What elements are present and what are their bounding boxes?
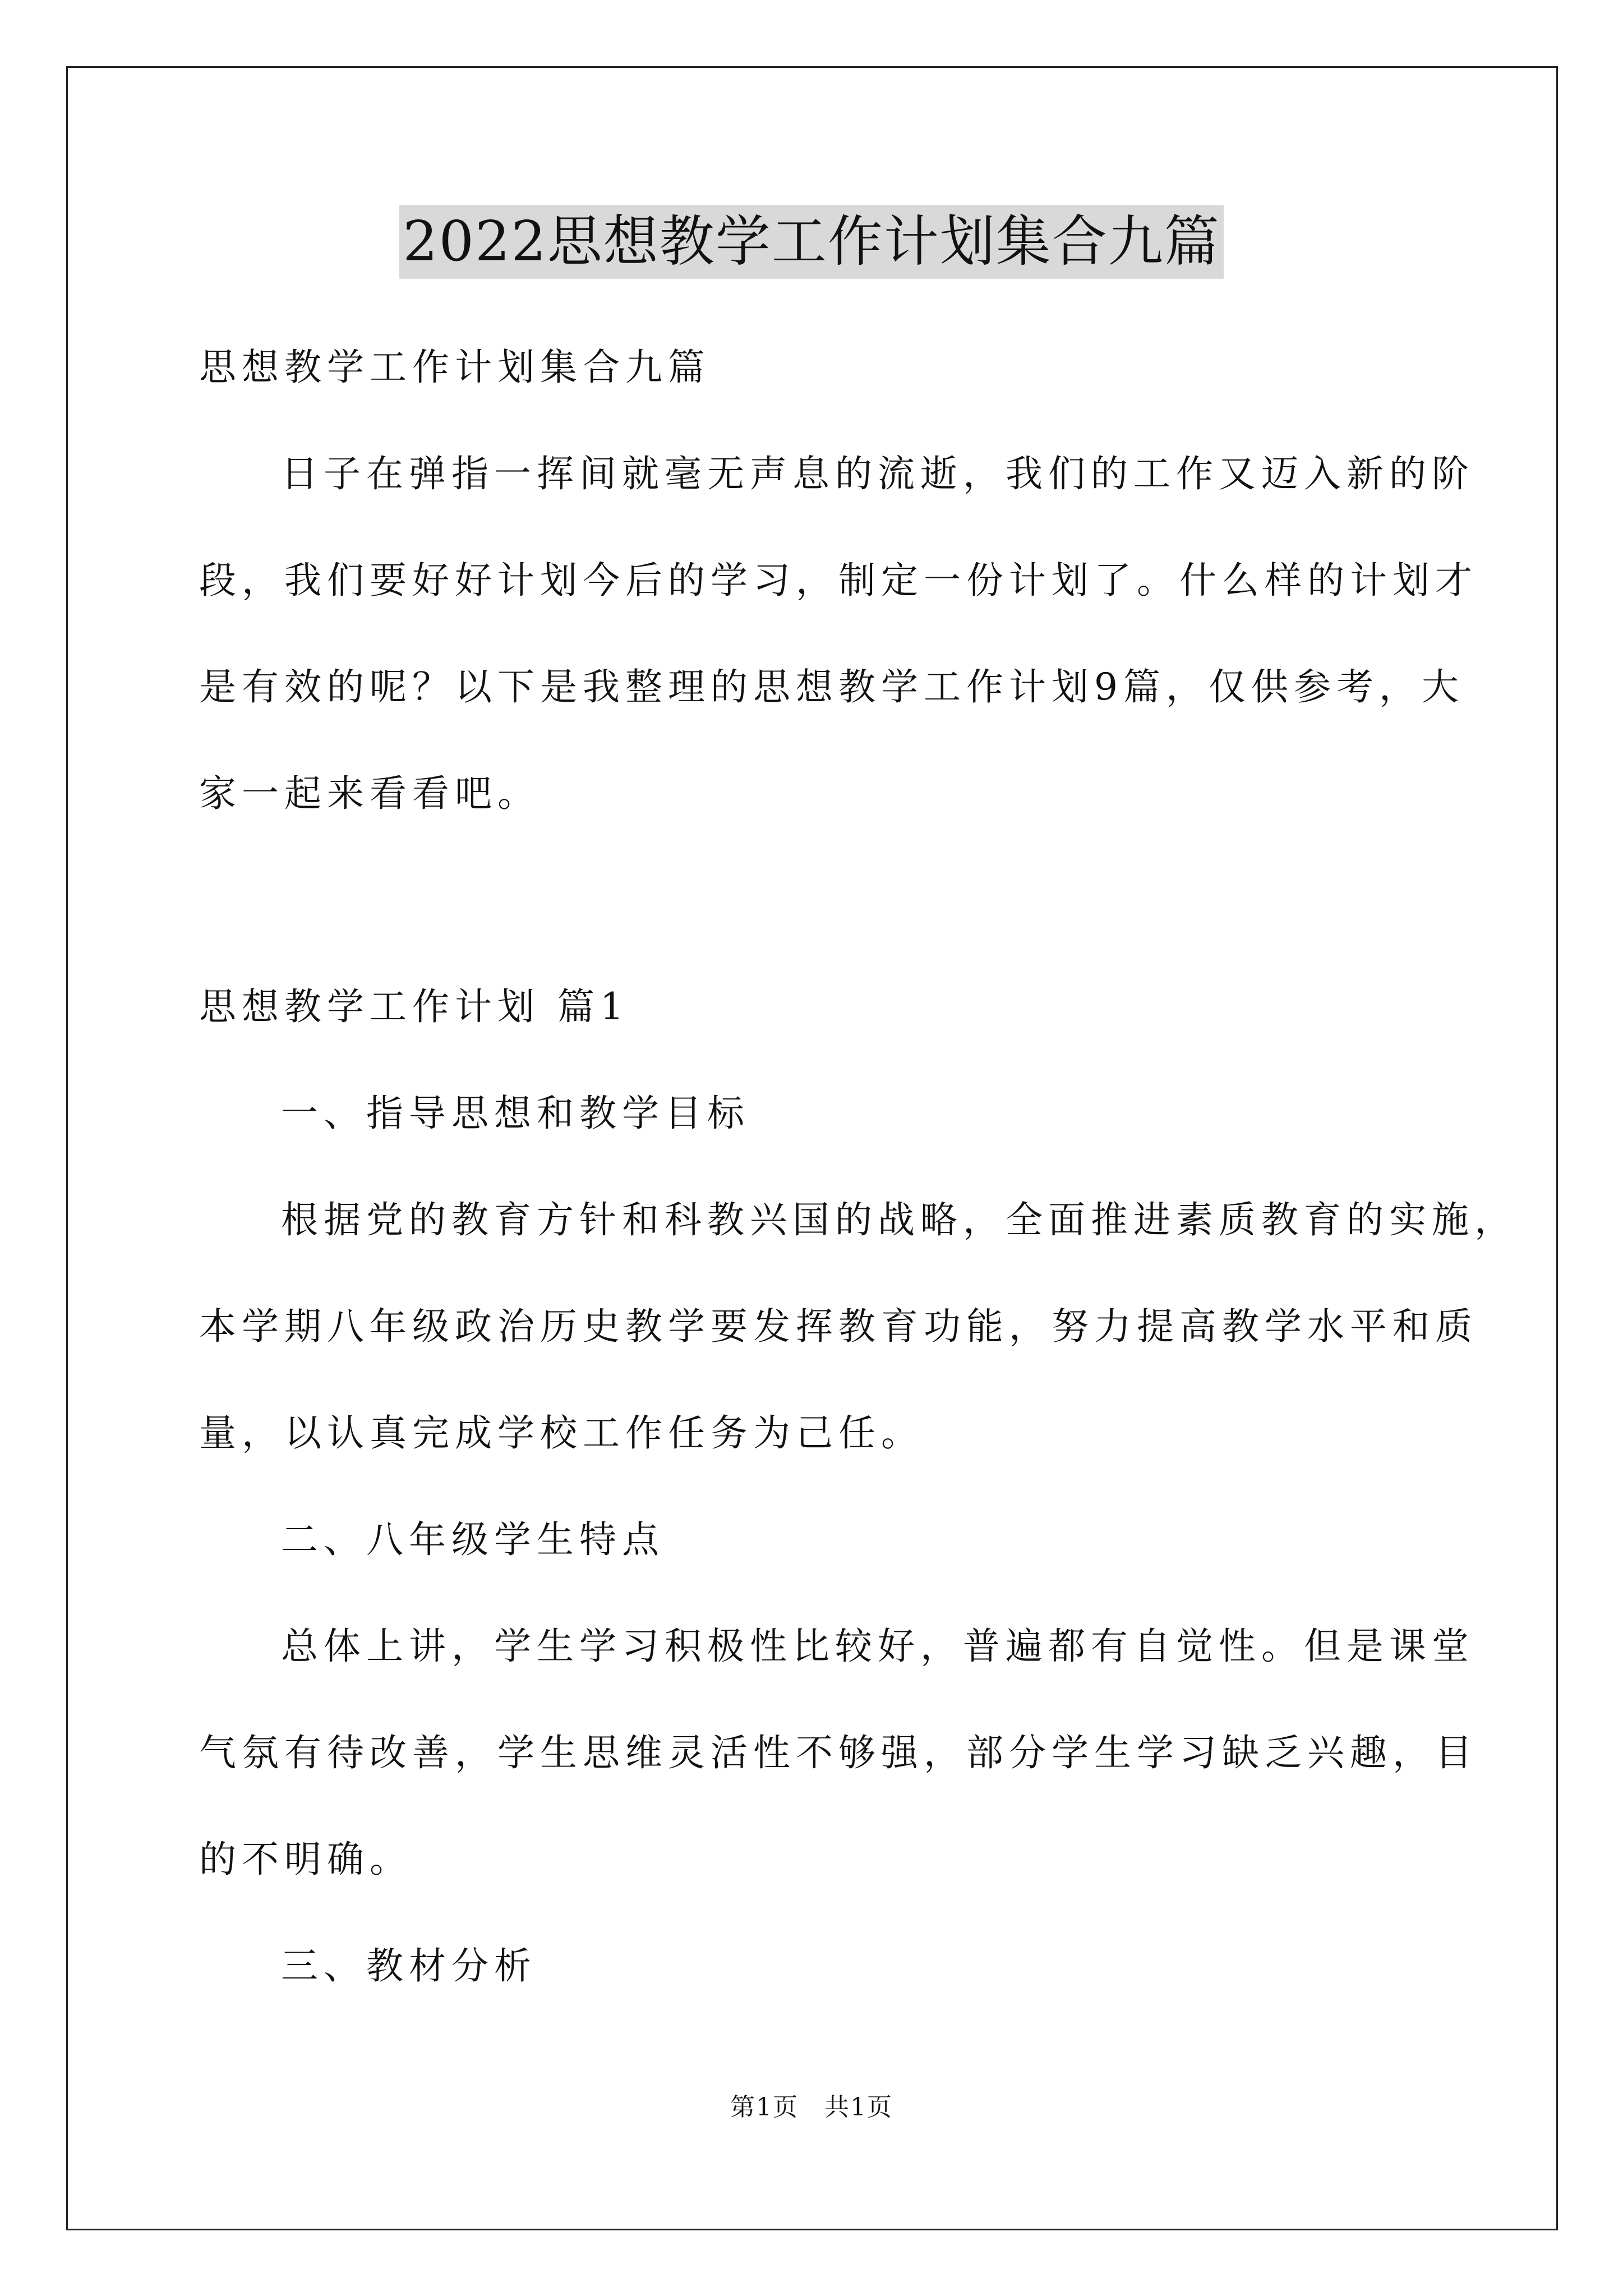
subsection-heading: 二、八年级学生特点 (281, 1518, 665, 1561)
document-title: 2022思想教学工作计划集合九篇 (399, 205, 1223, 279)
page-footer: 第1页 共1页 (730, 2093, 893, 2122)
blank-line (199, 847, 1433, 954)
intro-paragraph-line: 家一起来看看吧。 (199, 772, 540, 815)
paragraph-line: 的不明确。 (199, 1838, 412, 1881)
title-container (0, 205, 1623, 279)
intro-paragraph-line: 段，我们要好好计划今后的学习，制定一份计划了。什么样的计划才 (199, 559, 1478, 602)
section-heading: 思想教学工作计划 篇1 (199, 985, 629, 1028)
paragraph-line: 根据党的教育方针和科教兴国的战略，全面推进素质教育的实施， (281, 1198, 1517, 1241)
paragraph-line: 总体上讲，学生学习积极性比较好，普遍都有自觉性。但是课堂 (281, 1625, 1474, 1668)
paragraph-line: 量，以认真完成学校工作任务为己任。 (199, 1411, 924, 1455)
intro-paragraph-line: 日子在弹指一挥间就毫无声息的流逝，我们的工作又迈入新的阶 (281, 452, 1474, 495)
subsection-heading: 一、指导思想和教学目标 (281, 1092, 750, 1135)
subtitle-line: 思想教学工作计划集合九篇 (199, 346, 711, 389)
document-body (199, 314, 1517, 2019)
subsection-heading: 三、教材分析 (281, 1944, 537, 1987)
paragraph-line: 气氛有待改善，学生思维灵活性不够强，部分学生学习缺乏兴趣，目 (199, 1731, 1478, 1774)
intro-paragraph-line: 是有效的呢？以下是我整理的思想教学工作计划9篇，仅供参考，大 (199, 665, 1464, 708)
paragraph-line: 本学期八年级政治历史教学要发挥教育功能，努力提高教学水平和质 (199, 1305, 1478, 1348)
